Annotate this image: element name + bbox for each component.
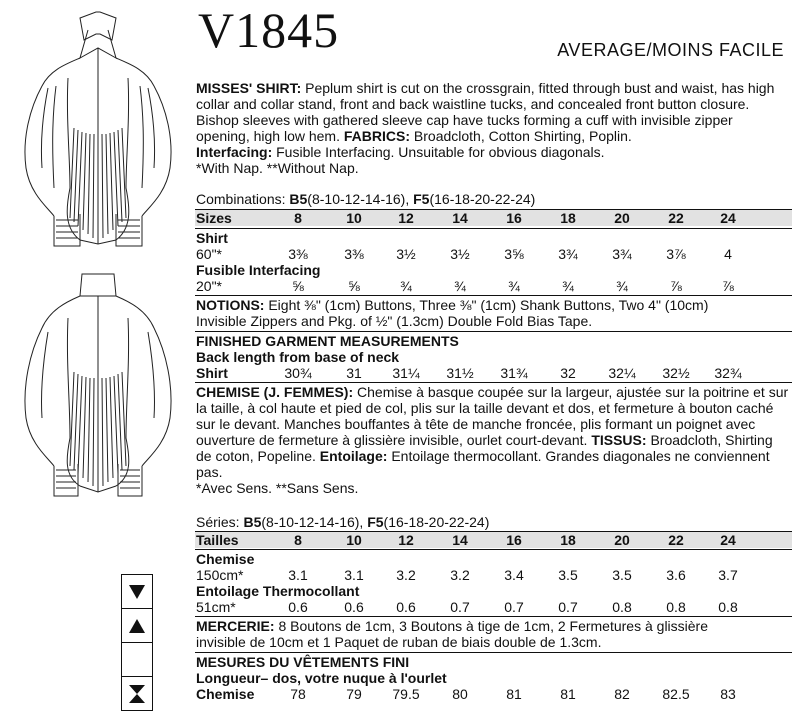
difficulty-label: AVERAGE/MOINS FACILE xyxy=(557,40,784,60)
triangle-down-icon xyxy=(128,584,146,600)
triangle-up-cell xyxy=(122,609,152,643)
shirt-row-en: 60"* 3⅜ 3⅜ 3½ 3½ 3⅝ 3¾ 3¾ 3⅞ 4 xyxy=(196,246,732,262)
description-en: MISSES' SHIRT: Peplum shirt is cut on the crossgrain, fitted through bust and waist, has high collar and collar stand, front and back waistline tucks, and concealed front button closure. Bishop sleeves with gathered sleeve cap have tucks forming a cuff with invisible zipper opening, high low hem. FABRICS: Broadcloth, Cotton Shirting, Poplin. Interfacing: Fusible Interfacing. Unsuitable for obvious diagonals. *With Nap. **Without Nap. xyxy=(196,80,775,176)
hourglass-icon xyxy=(128,684,146,704)
hourglass-cell xyxy=(122,677,152,710)
finished-shirt-row-fr: Chemise 78 79 79.5 80 81 81 82 82.5 83 xyxy=(196,686,736,702)
finished-title-fr: MESURES DU VÊTEMENTS FINI xyxy=(196,654,410,670)
sizes-row-en: Sizes 8 10 12 14 16 18 20 22 24 xyxy=(196,210,736,226)
triangle-up-icon xyxy=(128,618,146,634)
interfacing-label-en: Fusible Interfacing xyxy=(196,262,321,278)
sizes-row-fr: Tailles 8 10 12 14 16 18 20 22 24 xyxy=(196,532,736,548)
combinations-fr: Séries: B5(8-10-12-14-16), F5(16-18-20-22-24) xyxy=(196,514,490,530)
shirt-label-fr: Chemise xyxy=(196,551,255,567)
interfacing-row-en: 20"* ⅝ ⅝ ¾ ¾ ¾ ¾ ¾ ⅞ ⅞ xyxy=(196,278,734,294)
triangle-down-cell xyxy=(122,575,152,609)
combinations-en: Combinations: B5(8-10-12-14-16), F5(16-18-20-22-24) xyxy=(196,191,536,207)
shirt-row-fr: 150cm* 3.1 3.1 3.2 3.2 3.4 3.5 3.5 3.6 3.7 xyxy=(196,567,738,583)
interfacing-row-fr: 51cm* 0.6 0.6 0.6 0.7 0.7 0.7 0.8 0.8 0.8 xyxy=(196,599,738,615)
finished-title-en: FINISHED GARMENT MEASUREMENTS xyxy=(196,333,459,349)
symbol-legend xyxy=(121,574,153,711)
shirt-front-illustration xyxy=(8,8,188,248)
notions-en: NOTIONS: Eight ⅜" (1cm) Buttons, Three ⅜" (1cm) Shank Buttons, Two 4" (10cm) Invisible Zippers and Pkg. of ½" (1.3cm) Double Fold Bias Tape. xyxy=(196,297,709,329)
finished-subtitle-en: Back length from base of neck xyxy=(196,349,400,365)
shirt-label-en: Shirt xyxy=(196,230,228,246)
interfacing-label-fr: Entoilage Thermocollant xyxy=(196,583,360,599)
description-fr: CHEMISE (J. FEMMES): Chemise à basque coupée sur la largeur, ajustée sur la poitrine et sur la taille, à col haute et pied de col, plis sur la taille devant et dos, et fermeture à bouton caché sur le devant. Manches bouffantes à tête de manche froncée, plis formant un poignet avec ouverture de fermeture à glissière invisible, ourlet court-devant. TISSUS: Broadcloth, Shirting de coton, Popeline. Entoilage: Entoilage thermocollant. Grandes diagonales ne conviennent pas. *Avec Sens. **Sans Sens. xyxy=(196,384,789,496)
style-number: V1845 xyxy=(198,2,340,58)
notions-fr: MERCERIE: 8 Boutons de 1cm, 3 Boutons à tige de 1cm, 2 Fermetures à glissière invisible de 10cm et 1 Paquet de ruban de biais double de 1.3cm. xyxy=(196,618,709,650)
finished-shirt-row-en: Shirt 30¾ 31 31¼ 31½ 31¾ 32 32¼ 32½ 32¾ xyxy=(196,365,742,381)
finished-subtitle-fr: Longueur– dos, votre nuque à l'ourlet xyxy=(196,670,447,686)
shirt-back-illustration xyxy=(8,262,188,502)
blank-cell xyxy=(122,643,152,677)
